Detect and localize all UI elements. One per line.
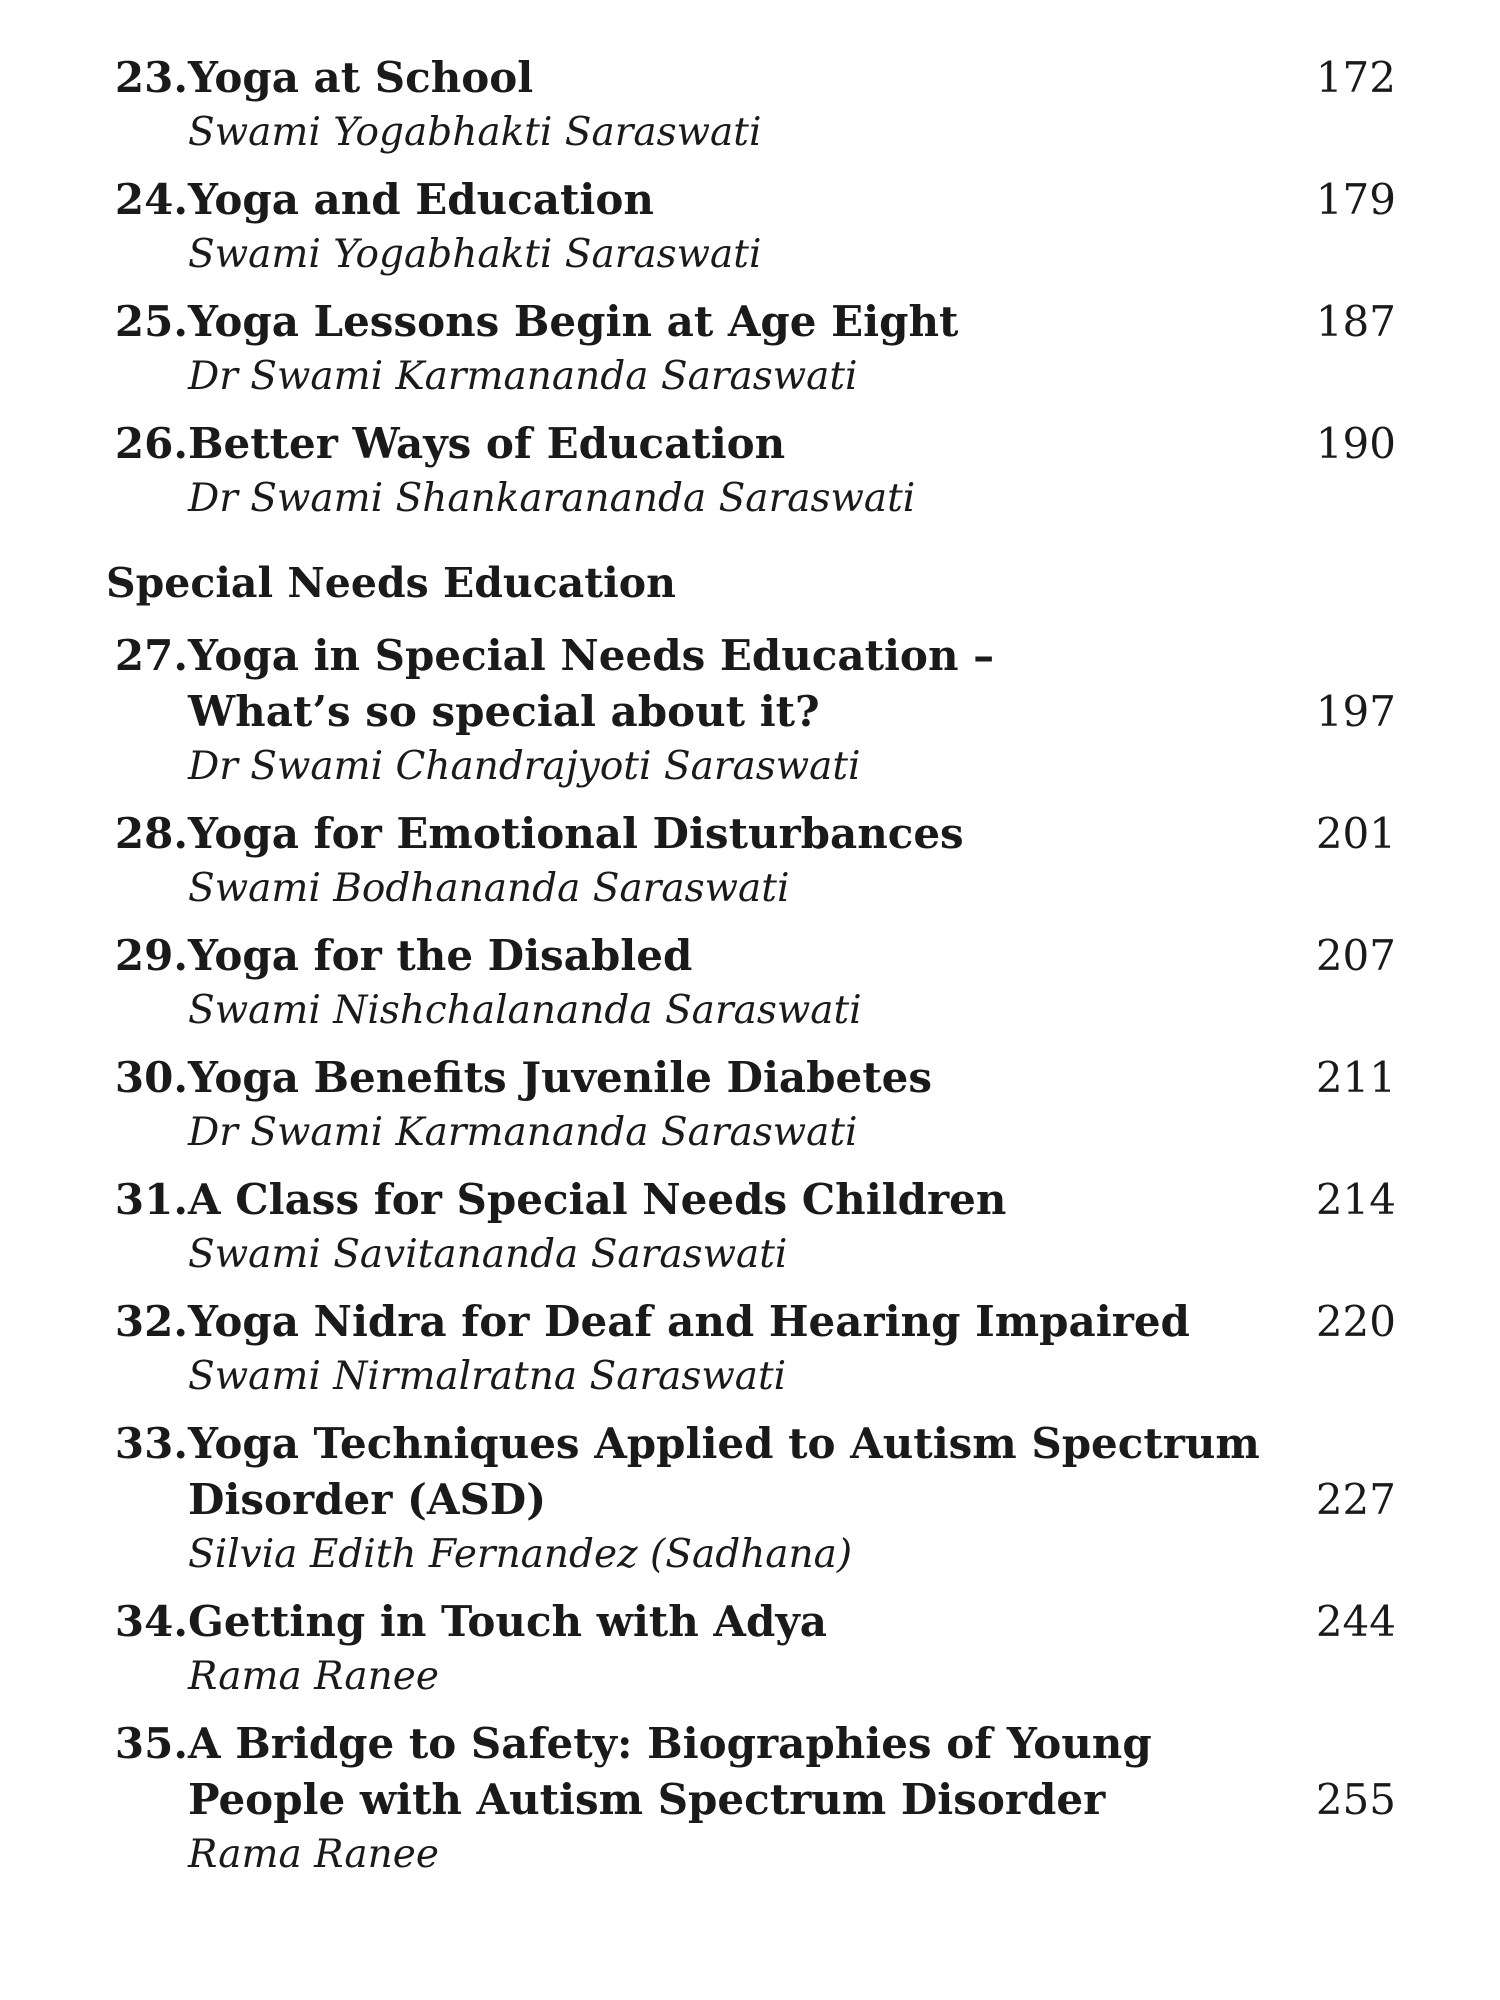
toc-entry-line: [106, 628, 1396, 684]
entry-title: Yoga Techniques Applied to Autism Spectrum: [188, 1419, 1260, 1468]
toc-entry: [106, 1050, 1396, 1172]
entry-page-number: 172: [1315, 53, 1396, 102]
toc-entry: [106, 1294, 1396, 1416]
toc-entry-line: [106, 1416, 1396, 1472]
entry-page-number: 190: [1315, 419, 1396, 468]
entry-page-number: 179: [1315, 175, 1396, 224]
entry-title: Yoga and Education: [188, 175, 654, 224]
entry-author: Swami Nirmalratna Saraswati: [188, 1354, 787, 1399]
entry-title: A Bridge to Safety: Biographies of Young: [188, 1719, 1152, 1768]
entry-page-number: 255: [1315, 1775, 1396, 1824]
entry-number: 27.: [114, 631, 188, 680]
entry-spacer: [106, 1038, 1396, 1050]
section-heading: Special Needs Education: [106, 559, 676, 607]
entry-author: Dr Swami Karmananda Saraswati: [188, 354, 858, 399]
entry-spacer: [106, 282, 1396, 294]
entry-number: 35.: [114, 1719, 188, 1768]
entry-page-number: 207: [1315, 931, 1396, 980]
entry-number: 34.: [114, 1597, 188, 1646]
toc-entry-line: [106, 1172, 1396, 1228]
entry-author: Rama Ranee: [188, 1832, 439, 1877]
toc-entry: [106, 928, 1396, 1050]
entry-author: Swami Yogabhakti Saraswati: [188, 232, 762, 277]
entry-spacer: [106, 1582, 1396, 1594]
toc-entry-line: [106, 806, 1396, 862]
toc-entry: [106, 1594, 1396, 1716]
toc-entry-group: [106, 50, 1396, 538]
entry-author: Swami Bodhananda Saraswati: [188, 866, 790, 911]
entry-page-number: 211: [1315, 1053, 1396, 1102]
entry-number: 25.: [114, 297, 188, 346]
entry-author: Dr Swami Chandrajyoti Saraswati: [188, 744, 861, 789]
toc-entry: [106, 628, 1396, 806]
entry-title: Yoga in Special Needs Education –: [188, 631, 995, 680]
toc-entry: [106, 1172, 1396, 1294]
entry-page-number: 197: [1315, 687, 1396, 736]
entry-page-number: 187: [1315, 297, 1396, 346]
toc-entry-group: [106, 628, 1396, 1894]
entry-title: People with Autism Spectrum Disorder: [188, 1775, 1106, 1824]
toc-entry-line: [106, 928, 1396, 984]
entry-spacer: [106, 1404, 1396, 1416]
entry-title: Yoga at School: [188, 53, 534, 102]
entry-title: A Class for Special Needs Children: [188, 1175, 1007, 1224]
toc-entry-line: [106, 1472, 1396, 1528]
entry-number: 30.: [114, 1053, 188, 1102]
entry-spacer: [106, 404, 1396, 416]
entry-title: Better Ways of Education: [188, 419, 786, 468]
entry-number: 32.: [114, 1297, 188, 1346]
entry-number: 26.: [114, 419, 188, 468]
entry-spacer: [106, 1882, 1396, 1894]
entry-number: 29.: [114, 931, 188, 980]
entry-title: Yoga Lessons Begin at Age Eight: [188, 297, 959, 346]
entry-author: Rama Ranee: [188, 1654, 439, 1699]
entry-spacer: [106, 1282, 1396, 1294]
entry-title: Getting in Touch with Adya: [188, 1597, 827, 1646]
entry-title: Yoga Benefits Juvenile Diabetes: [188, 1053, 933, 1102]
toc-entry-line: [106, 172, 1396, 228]
entry-number: 23.: [114, 53, 188, 102]
entry-page-number: 214: [1315, 1175, 1396, 1224]
entry-spacer: [106, 794, 1396, 806]
entry-title: Yoga Nidra for Deaf and Hearing Impaired: [188, 1297, 1190, 1346]
entry-spacer: [106, 160, 1396, 172]
entry-page-number: 244: [1315, 1597, 1396, 1646]
entry-number: 31.: [114, 1175, 188, 1224]
toc-entry-line: [106, 1772, 1396, 1828]
toc-entry-line: [106, 684, 1396, 740]
entry-number: 28.: [114, 809, 188, 858]
entry-spacer: [106, 1160, 1396, 1172]
toc-entry: [106, 50, 1396, 172]
toc-entry-line: [106, 50, 1396, 106]
entry-title: Disorder (ASD): [188, 1475, 547, 1524]
entry-number: 33.: [114, 1419, 188, 1468]
entry-spacer: [106, 916, 1396, 928]
table-of-contents: [106, 50, 1396, 1894]
toc-entry: [106, 416, 1396, 538]
toc-entry: [106, 172, 1396, 294]
toc-entry-line: [106, 1594, 1396, 1650]
entry-author: Dr Swami Karmananda Saraswati: [188, 1110, 858, 1155]
entry-author: Dr Swami Shankarananda Saraswati: [188, 476, 916, 521]
entry-author: Swami Yogabhakti Saraswati: [188, 110, 762, 155]
toc-entry-line: [106, 1716, 1396, 1772]
entry-title: What’s so special about it?: [188, 687, 820, 736]
entry-page-number: 227: [1315, 1475, 1396, 1524]
entry-title: Yoga for the Disabled: [188, 931, 693, 980]
entry-title: Yoga for Emotional Disturbances: [188, 809, 964, 858]
entry-page-number: 220: [1315, 1297, 1396, 1346]
toc-entry: [106, 806, 1396, 928]
entry-author: Swami Savitananda Saraswati: [188, 1232, 788, 1277]
toc-entry-line: [106, 416, 1396, 472]
toc-entry-line: [106, 1050, 1396, 1106]
toc-entry: [106, 1716, 1396, 1894]
toc-entry: [106, 294, 1396, 416]
entry-spacer: [106, 526, 1396, 538]
entry-spacer: [106, 1704, 1396, 1716]
entry-author: Swami Nishchalananda Saraswati: [188, 988, 862, 1033]
entry-author: Silvia Edith Fernandez (Sadhana): [188, 1532, 853, 1577]
entry-page-number: 201: [1315, 809, 1396, 858]
toc-entry-line: [106, 1294, 1396, 1350]
toc-entry: [106, 1416, 1396, 1594]
toc-entry-line: [106, 294, 1396, 350]
entry-number: 24.: [114, 175, 188, 224]
